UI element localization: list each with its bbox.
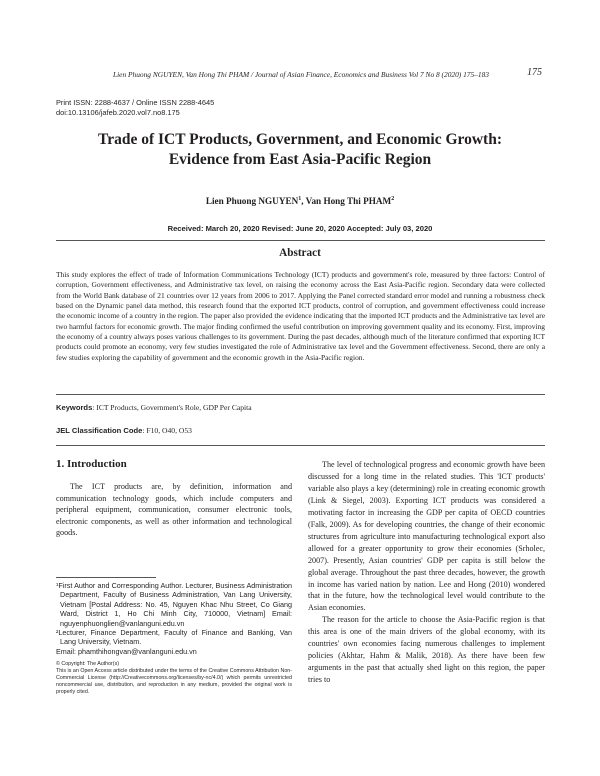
footnote-rule [56, 577, 156, 578]
keywords-value: : ICT Products, Government's Role, GDP Per Capita [92, 403, 252, 412]
title-line-2: Evidence from East Asia-Pacific Region [168, 151, 432, 168]
copyright-line: © Copyright: The Author(s) [56, 661, 119, 667]
jel-codes [56, 426, 545, 435]
author-1: Lien Phuong NGUYEN [205, 196, 299, 207]
divider-meta [56, 445, 545, 446]
page-number: 175 [527, 67, 542, 78]
author-separator: , [301, 196, 306, 207]
author-1-mark: 1 [298, 196, 302, 202]
jel-value: : F10, O40, O53 [142, 426, 192, 435]
abstract-text: This study explores the effect of trade of Information Communications Technology (ICT) products and government's role, measured by three factors: Control of corruption, Government effectiveness, and Administrative tax level, on raising the economy across the East Asia-Pacific region. Secondary data were collected from the World Bank database of 21 countries over 12 years from 2006 to 2017. Applying the Panel corrected standard error model and running a robustness check based on the Dynamic panel data method, this research found that the exported ICT products, control of corruption, and government effectiveness could increase the economic income of a country in the region. The paper also provided the evidence indicating that the imported ICT products and the Administrative tax level are two harmful factors for economic growth. The major finding confirmed the useful contribution on improving government quality and its economy. First, improving the economy of a country always poses various challenges to its government. During the past decades, although much of the literature confirmed that exporting ICT products could promote an economy, very few studies investigated the role of Administrative tax level and the Government effectiveness. Second, there are only a few studies exploring the capability of government and the economic growth in the Asia-Pacific region. [56, 270, 545, 362]
title-line-1: Trade of ICT Products, Government, and Economic Growth: [98, 131, 502, 148]
issn-line: Print ISSN: 2288-4637 / Online ISSN 2288-4645 [56, 98, 215, 107]
running-head: Lien Phuong NGUYEN, Van Hong Thi PHAM / Journal of Asian Finance, Economics and Business Vol 7 No 8 (2020) 175–183 [113, 70, 489, 79]
section-heading: 1. Introduction [56, 458, 127, 470]
author-line [0, 196, 600, 206]
keywords [56, 403, 545, 412]
divider-top [56, 240, 545, 241]
paper-title [60, 130, 540, 170]
copyright-notice [56, 661, 292, 696]
intro-paragraph-left: The ICT products are, by definition, information and communication technology goods, which include computers and peripheral equipment, communication, consumer electronic tools, electronic components, as well as other information and technological goods. [56, 482, 292, 538]
footnotes [56, 581, 292, 656]
issn-block [56, 98, 214, 118]
right-column [308, 459, 545, 686]
author-2-mark: 2 [391, 196, 395, 202]
divider-abstract [56, 394, 545, 395]
footnote-1: ¹First Author and Corresponding Author. Lecturer, Business Administration Department, Faculty of Business Administration, Van Lang University, Vietnam [Postal Address: No. 45, Nguyen Khac Nhu Street, Co Giang Ward, District 1, Ho Chi Minh City, 710000, Vietnam] Email: nguyenphuonglien@vanlanguni.edu.vn [56, 581, 292, 628]
doi-line: doi:10.13106/jafeb.2020.vol7.no8.175 [56, 108, 180, 117]
keywords-label: Keywords [56, 403, 93, 412]
license-text: This is an Open Access article distributed under the terms of the Creative Commons Attribution Non-Commercial License (http://Creativecommons.org/licenses/by-nc/4.0/) which permits unrestricted noncommercial use, distribution, and reproduction in any medium, provided the original work is properly cited. [56, 668, 292, 695]
received-dates: Received: March 20, 2020 Revised: June 20, 2020 Accepted: July 03, 2020 [167, 224, 433, 233]
jel-label: JEL Classification Code [56, 426, 143, 435]
author-2: Van Hong Thi PHAM [305, 196, 392, 207]
abstract-heading: Abstract [279, 247, 321, 259]
footnote-2-email: Email: phamthihongvan@vanlanguni.edu.vn [56, 646, 197, 656]
right-paragraph-1: The level of technological progress and economic growth have been discussed for a long time in the related studies. This 'ICT products' variable also plays a key (determining) role in creating economic growth (Link & Siegel, 2003). Exporting ICT products was considered a motivating factor in increasing the GDP per capita of OECD countries (Falk, 2009). As for developing countries, the change of their economic structures from agriculture into manufacturing technological export also allowed for a greater opportunity to grow their economies (Srholec, 2007). Presently, Asian countries' GDP per capita is still below the global average. Throughout the past three decades, however, the growth in income has varied nation by nation. Lee and Hong (2010) wondered that in the future, how the technological level would contribute to the Asian economies. [308, 460, 545, 613]
right-paragraph-2: The reason for the article to choose the Asia-Pacific region is that this area is one of the main drivers of the global economy, with its countries' own economies facing numerous challenges to implement policies (Akhtar, Hahm & Malik, 2018). As there have been few arguments in the past that actually shed light on this region, the paper tries to [308, 615, 545, 685]
footnote-2: ²Lecturer, Finance Department, Faculty of Finance and Banking, Van Lang University, Vietnam. [56, 628, 292, 647]
